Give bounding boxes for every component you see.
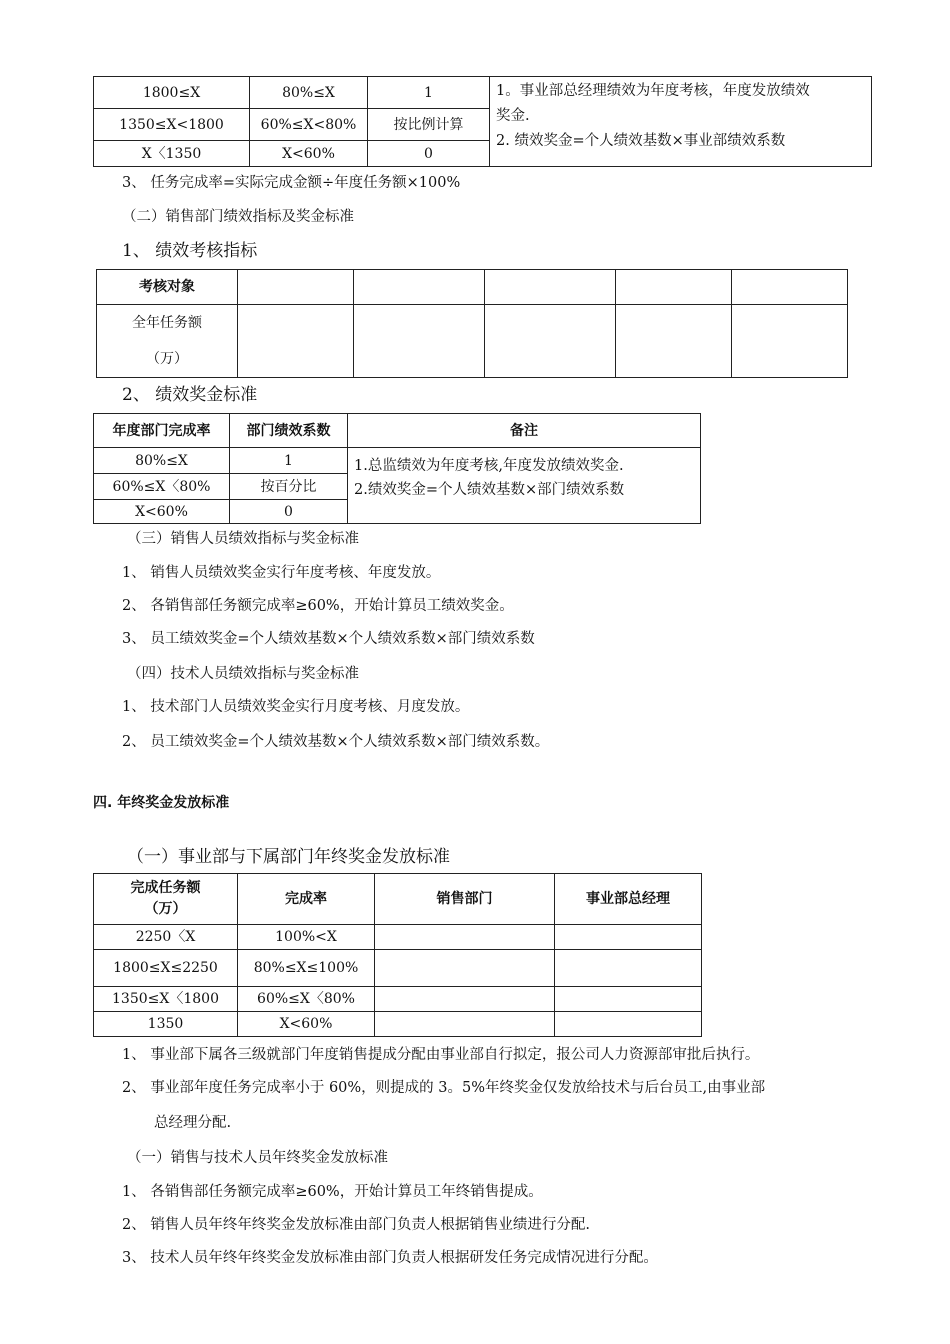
remark-line: 奖金. — [496, 108, 530, 124]
column-header: 完成率 — [238, 874, 375, 925]
column-header — [94, 874, 238, 925]
remark-cell — [348, 448, 701, 524]
table-cell — [485, 305, 616, 378]
subsection-title: 1、 绩效考核指标 — [122, 241, 258, 261]
table-cell — [485, 270, 616, 305]
list-item: 3、 员工绩效奖金=个人绩效基数×个人绩效系数×部门绩效系数 — [122, 631, 535, 647]
table-cell: 80%≤X — [250, 77, 368, 109]
column-header: 备注 — [348, 414, 701, 448]
table-cell: 60%≤X〈80% — [94, 474, 230, 500]
table-cell: 1 — [368, 77, 490, 109]
table-cell: 80%≤X — [94, 448, 230, 474]
table-row — [94, 950, 702, 987]
table-row — [94, 1012, 702, 1037]
list-item: 2、 员工绩效奖金=个人绩效基数×个人绩效系数×部门绩效系数。 — [122, 734, 550, 750]
column-header: 部门绩效系数 — [230, 414, 348, 448]
table-cell — [354, 305, 485, 378]
table-cell: 2250〈X — [94, 925, 238, 950]
list-item-continuation: 总经理分配. — [154, 1115, 232, 1131]
table-cell: 0 — [230, 500, 348, 524]
table-cell — [375, 925, 555, 950]
column-header: 年度部门完成率 — [94, 414, 230, 448]
table-row — [94, 874, 702, 925]
table-cell: X<60% — [94, 500, 230, 524]
list-item: 1、 销售人员绩效奖金实行年度考核、年度发放。 — [122, 565, 441, 581]
table-cell: 1800≤X≤2250 — [94, 950, 238, 987]
table-assessment-targets — [96, 269, 848, 378]
section-title: （二）销售部门绩效指标及奖金标准 — [122, 209, 354, 225]
subsection-title: （一）事业部与下属部门年终奖金发放标准 — [127, 847, 450, 867]
column-header-line: （万） — [144, 901, 187, 917]
table-cell — [616, 305, 732, 378]
row-header-line: （万） — [146, 351, 188, 367]
table-cell — [616, 270, 732, 305]
table-cell: 60%≤X<80% — [250, 109, 368, 141]
list-item: 2、 事业部年度任务完成率小于 60%，则提成的 3。5%年终奖金仅发放给技术与后台员工,由事业部 — [122, 1080, 766, 1096]
table-cell: X<60% — [250, 141, 368, 167]
table-cell: 按比例计算 — [368, 109, 490, 141]
table-row — [94, 987, 702, 1012]
table-cell: 1 — [230, 448, 348, 474]
table-row — [97, 305, 848, 378]
table-cell: X〈1350 — [94, 141, 250, 167]
table-row — [94, 77, 872, 109]
table-cell: 1350 — [94, 1012, 238, 1037]
list-item: 1、 各销售部任务额完成率≥60%，开始计算员工年终销售提成。 — [122, 1184, 543, 1200]
formula-line: 3、 任务完成率=实际完成金额÷年度任务额×100% — [122, 175, 461, 191]
list-item: 1、 技术部门人员绩效奖金实行月度考核、月度发放。 — [122, 699, 470, 715]
remark-line: 1。事业部总经理绩效为年度考核，年度发放绩效 — [496, 83, 810, 99]
row-header: 考核对象 — [97, 270, 238, 305]
column-header: 事业部总经理 — [555, 874, 702, 925]
remark-cell — [490, 77, 872, 167]
remark-line: 2.绩效奖金=个人绩效基数×部门绩效系数 — [354, 482, 625, 498]
table-cell: 60%≤X〈80% — [238, 987, 375, 1012]
row-header-line: 全年任务额 — [132, 315, 202, 331]
table-cell — [555, 1012, 702, 1037]
table-cell: 1350≤X〈1800 — [94, 987, 238, 1012]
list-item: 3、 技术人员年终年终奖金发放标准由部门负责人根据研发任务完成情况进行分配。 — [122, 1250, 658, 1266]
table-cell — [555, 925, 702, 950]
list-item: 1、 事业部下属各三级就部门年度销售提成分配由事业部自行拟定，报公司人力资源部审批后执行。 — [122, 1047, 760, 1063]
remark-line: 2. 绩效奖金=个人绩效基数×事业部绩效系数 — [496, 133, 786, 149]
table-bonus-standard — [93, 413, 701, 524]
section-title: （四）技术人员绩效指标与奖金标准 — [127, 666, 359, 682]
subsection-title: 2、 绩效奖金标准 — [122, 385, 258, 405]
table-cell: 80%≤X≤100% — [238, 950, 375, 987]
table-row — [94, 414, 701, 448]
table-cell — [238, 305, 354, 378]
table-cell: 1800≤X — [94, 77, 250, 109]
table-cell — [555, 950, 702, 987]
row-header — [97, 305, 238, 378]
table-row — [94, 925, 702, 950]
table-cell — [732, 270, 848, 305]
table-department-rates — [93, 76, 872, 167]
table-cell — [375, 950, 555, 987]
part-title: 四. 年终奖金发放标准 — [93, 795, 230, 811]
list-item: 2、 销售人员年终年终奖金发放标准由部门负责人根据销售业绩进行分配. — [122, 1217, 590, 1233]
list-item: 2、 各销售部任务额完成率≥60%，开始计算员工绩效奖金。 — [122, 598, 514, 614]
table-cell — [375, 1012, 555, 1037]
table-cell: 按百分比 — [230, 474, 348, 500]
table-cell — [732, 305, 848, 378]
table-cell — [555, 987, 702, 1012]
table-row — [94, 448, 701, 474]
column-header: 销售部门 — [375, 874, 555, 925]
table-year-end-bonus — [93, 873, 702, 1037]
table-cell — [354, 270, 485, 305]
table-cell — [375, 987, 555, 1012]
section-title: （三）销售人员绩效指标与奖金标准 — [127, 531, 359, 547]
table-cell — [238, 270, 354, 305]
column-header-line: 完成任务额 — [130, 880, 201, 896]
table-cell: X<60% — [238, 1012, 375, 1037]
table-cell: 100%<X — [238, 925, 375, 950]
table-cell: 1350≤X<1800 — [94, 109, 250, 141]
remark-line: 1.总监绩效为年度考核,年度发放绩效奖金. — [354, 458, 624, 474]
table-row — [97, 270, 848, 305]
table-cell: 0 — [368, 141, 490, 167]
section-title: （一）销售与技术人员年终奖金发放标准 — [127, 1150, 388, 1166]
